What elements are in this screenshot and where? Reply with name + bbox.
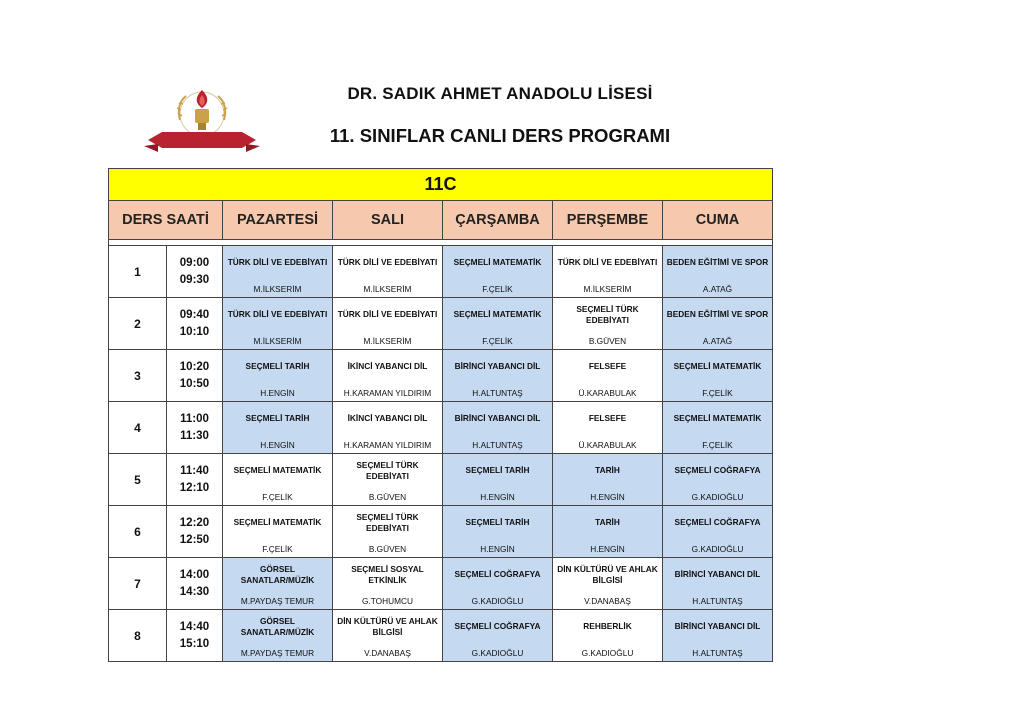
period-end-time: 14:30 — [179, 585, 210, 598]
lesson-teacher: G.TOHUMCU — [361, 596, 413, 606]
lesson-subject: SEÇMELİ COĞRAFYA — [454, 621, 541, 631]
lesson-subject: SEÇMELİ TÜRK EDEBİYATI — [356, 511, 419, 533]
lesson-cell-wednesday — [443, 246, 553, 298]
lesson-cell-thursday — [553, 610, 663, 662]
lesson-cell-thursday — [553, 298, 663, 350]
lesson-teacher: M.İLKSERİM — [583, 284, 632, 294]
lesson-teacher: B.GÜVEN — [368, 492, 407, 502]
lesson-subject: BİRİNCİ YABANCI DİL — [454, 413, 541, 423]
lesson-cell-content — [553, 558, 662, 609]
lesson-cell-tuesday — [333, 402, 443, 454]
lesson-subject: GÖRSEL SANATLAR/MÜZİK — [240, 563, 315, 585]
lesson-teacher: H.ENGİN — [480, 492, 515, 502]
lesson-cell-content — [443, 454, 552, 505]
lesson-teacher: M.İLKSERİM — [363, 336, 412, 346]
lesson-teacher: H.ENGİN — [590, 492, 625, 502]
period-number: 5 — [109, 454, 167, 506]
period-row — [109, 350, 773, 402]
period-end-time: 11:30 — [180, 429, 209, 442]
period-row — [109, 610, 773, 662]
lesson-cell-content — [663, 350, 772, 401]
lesson-teacher: G.KADIOĞLU — [581, 648, 634, 658]
period-number: 3 — [109, 350, 167, 402]
lesson-cell-tuesday — [333, 298, 443, 350]
lesson-cell-content — [223, 454, 332, 505]
period-end-time: 09:30 — [179, 273, 210, 286]
lesson-cell-content — [663, 454, 772, 505]
class-title-row — [109, 169, 773, 201]
lesson-teacher: H.KARAMAN YILDIRIM — [343, 388, 432, 398]
lesson-teacher: G.KADIOĞLU — [471, 648, 524, 658]
lesson-cell-thursday — [553, 506, 663, 558]
lesson-cell-content — [333, 350, 442, 401]
lesson-teacher: H.ALTUNTAŞ — [692, 648, 743, 658]
lesson-cell-friday — [663, 558, 773, 610]
lesson-cell-thursday — [553, 246, 663, 298]
period-end-time: 12:50 — [179, 533, 210, 546]
period-time — [167, 558, 223, 610]
period-start-time: 10:20 — [179, 360, 210, 373]
lesson-cell-wednesday — [443, 610, 553, 662]
lesson-teacher: G.KADIOĞLU — [471, 596, 524, 606]
period-row — [109, 558, 773, 610]
lesson-cell-wednesday — [443, 454, 553, 506]
period-row — [109, 246, 773, 298]
lesson-subject: BİRİNCİ YABANCI DİL — [454, 361, 541, 371]
lesson-subject: TÜRK DİLİ VE EDEBİYATI — [337, 309, 438, 319]
column-header-period: DERS SAATİ — [109, 201, 223, 240]
school-logo — [140, 86, 264, 158]
lesson-cell-friday — [663, 402, 773, 454]
lesson-cell-content — [553, 506, 662, 557]
lesson-subject: BİRİNCİ YABANCI DİL — [674, 569, 761, 579]
period-time — [167, 454, 223, 506]
lesson-cell-content — [443, 298, 552, 349]
lesson-cell-content — [553, 454, 662, 505]
lesson-subject: SEÇMELİ TARİH — [465, 465, 530, 475]
lesson-cell-monday — [223, 454, 333, 506]
lesson-teacher: F.ÇELİK — [262, 544, 293, 554]
lesson-subject: DİN KÜLTÜRÜ VE AHLAK BİLGİSİ — [557, 563, 658, 585]
lesson-subject: FELSEFE — [588, 413, 627, 423]
lesson-subject: TÜRK DİLİ VE EDEBİYATI — [227, 257, 328, 267]
lesson-subject: FELSEFE — [588, 361, 627, 371]
period-time — [167, 350, 223, 402]
lesson-cell-content — [663, 402, 772, 453]
lesson-subject: BEDEN EĞİTİMİ VE SPOR — [666, 309, 769, 319]
period-row — [109, 506, 773, 558]
lesson-cell-content — [443, 610, 552, 661]
class-name: 11C — [109, 169, 773, 201]
lesson-subject: SEÇMELİ TARİH — [465, 517, 530, 527]
lesson-cell-wednesday — [443, 506, 553, 558]
torch-emblem-icon — [177, 90, 227, 136]
lesson-cell-tuesday — [333, 610, 443, 662]
lesson-cell-thursday — [553, 558, 663, 610]
lesson-cell-content — [333, 506, 442, 557]
column-header-wednesday: ÇARŞAMBA — [443, 201, 553, 240]
period-start-time: 09:00 — [179, 256, 210, 269]
logo-ribbon — [144, 132, 260, 152]
lesson-cell-wednesday — [443, 558, 553, 610]
period-start-time: 11:40 — [180, 464, 209, 477]
lesson-cell-monday — [223, 506, 333, 558]
period-time — [167, 402, 223, 454]
lesson-subject: SEÇMELİ COĞRAFYA — [674, 517, 761, 527]
lesson-subject: SEÇMELİ COĞRAFYA — [674, 465, 761, 475]
lesson-cell-content — [333, 402, 442, 453]
lesson-cell-content — [223, 610, 332, 661]
lesson-cell-friday — [663, 506, 773, 558]
lesson-cell-tuesday — [333, 246, 443, 298]
lesson-cell-thursday — [553, 350, 663, 402]
period-time — [167, 298, 223, 350]
lesson-teacher: V.DANABAŞ — [584, 596, 631, 606]
lesson-cell-content — [333, 610, 442, 661]
column-header-friday: CUMA — [663, 201, 773, 240]
lesson-cell-friday — [663, 610, 773, 662]
lesson-subject: İKİNCİ YABANCI DİL — [347, 413, 428, 423]
lesson-subject: SEÇMELİ MATEMATİK — [233, 465, 322, 475]
period-end-time: 15:10 — [179, 637, 210, 650]
lesson-cell-wednesday — [443, 350, 553, 402]
lesson-cell-content — [663, 506, 772, 557]
lesson-teacher: F.ÇELİK — [702, 440, 733, 450]
lesson-subject: REHBERLİK — [583, 621, 632, 631]
program-title: 11. SINIFLAR CANLI DERS PROGRAMI — [329, 125, 671, 146]
lesson-teacher: Ü.KARABULAK — [578, 388, 637, 398]
lesson-subject: TARİH — [595, 517, 620, 527]
lesson-subject: TÜRK DİLİ VE EDEBİYATI — [227, 309, 328, 319]
lesson-cell-content — [223, 506, 332, 557]
lesson-cell-content — [333, 454, 442, 505]
lesson-subject: SEÇMELİ TARİH — [245, 413, 310, 423]
period-number: 2 — [109, 298, 167, 350]
lesson-cell-monday — [223, 610, 333, 662]
lesson-subject: SEÇMELİ MATEMATİK — [673, 413, 762, 423]
lesson-cell-content — [443, 558, 552, 609]
lesson-cell-content — [663, 558, 772, 609]
lesson-cell-monday — [223, 350, 333, 402]
period-number: 6 — [109, 506, 167, 558]
lesson-cell-content — [443, 246, 552, 297]
period-row — [109, 402, 773, 454]
period-end-time: 10:10 — [179, 325, 210, 338]
lesson-cell-thursday — [553, 454, 663, 506]
column-header-thursday: PERŞEMBE — [553, 201, 663, 240]
lesson-cell-content — [443, 402, 552, 453]
lesson-subject: SEÇMELİ MATEMATİK — [233, 517, 322, 527]
lesson-cell-content — [553, 610, 662, 661]
lesson-cell-content — [443, 350, 552, 401]
lesson-subject: SEÇMELİ SOSYAL ETKİNLİK — [351, 563, 424, 585]
lesson-teacher: M.PAYDAŞ TEMUR — [240, 596, 315, 606]
period-number: 8 — [109, 610, 167, 662]
lesson-teacher: H.ENGİN — [260, 440, 295, 450]
lesson-teacher: M.PAYDAŞ TEMUR — [240, 648, 315, 658]
header-row — [109, 201, 773, 240]
period-start-time: 11:00 — [180, 412, 209, 425]
lesson-teacher: H.KARAMAN YILDIRIM — [343, 440, 432, 450]
lesson-cell-tuesday — [333, 558, 443, 610]
lesson-teacher: M.İLKSERİM — [363, 284, 412, 294]
lesson-teacher: H.ENGİN — [480, 544, 515, 554]
lesson-cell-content — [663, 610, 772, 661]
period-row — [109, 454, 773, 506]
lesson-teacher: G.KADIOĞLU — [691, 544, 744, 554]
schedule-table — [108, 168, 773, 662]
lesson-cell-tuesday — [333, 454, 443, 506]
lesson-cell-content — [553, 298, 662, 349]
period-start-time: 09:40 — [179, 308, 210, 321]
lesson-subject: GÖRSEL SANATLAR/MÜZİK — [240, 615, 315, 637]
lesson-teacher: F.ÇELİK — [482, 336, 513, 346]
period-row — [109, 298, 773, 350]
lesson-teacher: F.ÇELİK — [482, 284, 513, 294]
lesson-cell-content — [553, 246, 662, 297]
lesson-cell-tuesday — [333, 350, 443, 402]
lesson-teacher: M.İLKSERİM — [253, 284, 302, 294]
lesson-teacher: A.ATAĞ — [702, 284, 733, 294]
lesson-teacher: F.ÇELİK — [702, 388, 733, 398]
lesson-subject: TARİH — [595, 465, 620, 475]
lesson-teacher: G.KADIOĞLU — [691, 492, 744, 502]
lesson-teacher: Ü.KARABULAK — [578, 440, 637, 450]
lesson-subject: SEÇMELİ MATEMATİK — [673, 361, 762, 371]
period-number: 7 — [109, 558, 167, 610]
lesson-cell-content — [223, 402, 332, 453]
lesson-teacher: H.ENGİN — [590, 544, 625, 554]
lesson-teacher: H.ALTUNTAŞ — [472, 440, 523, 450]
lesson-subject: TÜRK DİLİ VE EDEBİYATI — [557, 257, 658, 267]
period-number: 4 — [109, 402, 167, 454]
column-header-monday: PAZARTESİ — [223, 201, 333, 240]
lesson-cell-content — [663, 246, 772, 297]
lesson-cell-thursday — [553, 402, 663, 454]
period-start-time: 14:40 — [179, 620, 210, 633]
lesson-subject: TÜRK DİLİ VE EDEBİYATI — [337, 257, 438, 267]
lesson-cell-friday — [663, 298, 773, 350]
lesson-cell-content — [223, 558, 332, 609]
lesson-subject: SEÇMELİ TÜRK EDEBİYATI — [576, 303, 639, 325]
period-start-time: 14:00 — [179, 568, 210, 581]
lesson-cell-content — [223, 246, 332, 297]
period-end-time: 12:10 — [179, 481, 210, 494]
lesson-cell-content — [333, 558, 442, 609]
lesson-cell-content — [333, 246, 442, 297]
lesson-cell-content — [223, 298, 332, 349]
lesson-teacher: A.ATAĞ — [702, 336, 733, 346]
lesson-teacher: B.GÜVEN — [588, 336, 627, 346]
period-number: 1 — [109, 246, 167, 298]
lesson-cell-wednesday — [443, 402, 553, 454]
lesson-subject: SEÇMELİ TÜRK EDEBİYATI — [356, 459, 419, 481]
period-time — [167, 610, 223, 662]
lesson-teacher: V.DANABAŞ — [364, 648, 411, 658]
lesson-cell-friday — [663, 246, 773, 298]
period-start-time: 12:20 — [179, 516, 210, 529]
lesson-subject: SEÇMELİ COĞRAFYA — [454, 569, 541, 579]
lesson-subject: İKİNCİ YABANCI DİL — [347, 361, 428, 371]
lesson-cell-content — [553, 402, 662, 453]
school-name: DR. SADIK AHMET ANADOLU LİSESİ — [347, 84, 653, 103]
lesson-teacher: H.ALTUNTAŞ — [472, 388, 523, 398]
lesson-subject: BİRİNCİ YABANCI DİL — [674, 621, 761, 631]
period-time — [167, 246, 223, 298]
lesson-subject: SEÇMELİ MATEMATİK — [453, 257, 542, 267]
lesson-cell-content — [443, 506, 552, 557]
lesson-cell-monday — [223, 402, 333, 454]
lesson-teacher: H.ENGİN — [260, 388, 295, 398]
lesson-cell-tuesday — [333, 506, 443, 558]
lesson-teacher: F.ÇELİK — [262, 492, 293, 502]
lesson-cell-monday — [223, 298, 333, 350]
lesson-teacher: H.ALTUNTAŞ — [692, 596, 743, 606]
lesson-cell-content — [333, 298, 442, 349]
lesson-subject: BEDEN EĞİTİMİ VE SPOR — [666, 257, 769, 267]
period-time — [167, 506, 223, 558]
lesson-cell-monday — [223, 246, 333, 298]
lesson-subject: SEÇMELİ TARİH — [245, 361, 310, 371]
lesson-cell-content — [663, 298, 772, 349]
lesson-cell-friday — [663, 454, 773, 506]
lesson-subject: SEÇMELİ MATEMATİK — [453, 309, 542, 319]
lesson-cell-friday — [663, 350, 773, 402]
column-header-tuesday: SALI — [333, 201, 443, 240]
lesson-cell-monday — [223, 558, 333, 610]
lesson-cell-content — [553, 350, 662, 401]
lesson-cell-content — [223, 350, 332, 401]
lesson-subject: DİN KÜLTÜRÜ VE AHLAK BİLGİSİ — [337, 615, 438, 637]
lesson-cell-wednesday — [443, 298, 553, 350]
period-end-time: 10:50 — [179, 377, 210, 390]
lesson-teacher: B.GÜVEN — [368, 544, 407, 554]
lesson-teacher: M.İLKSERİM — [253, 336, 302, 346]
